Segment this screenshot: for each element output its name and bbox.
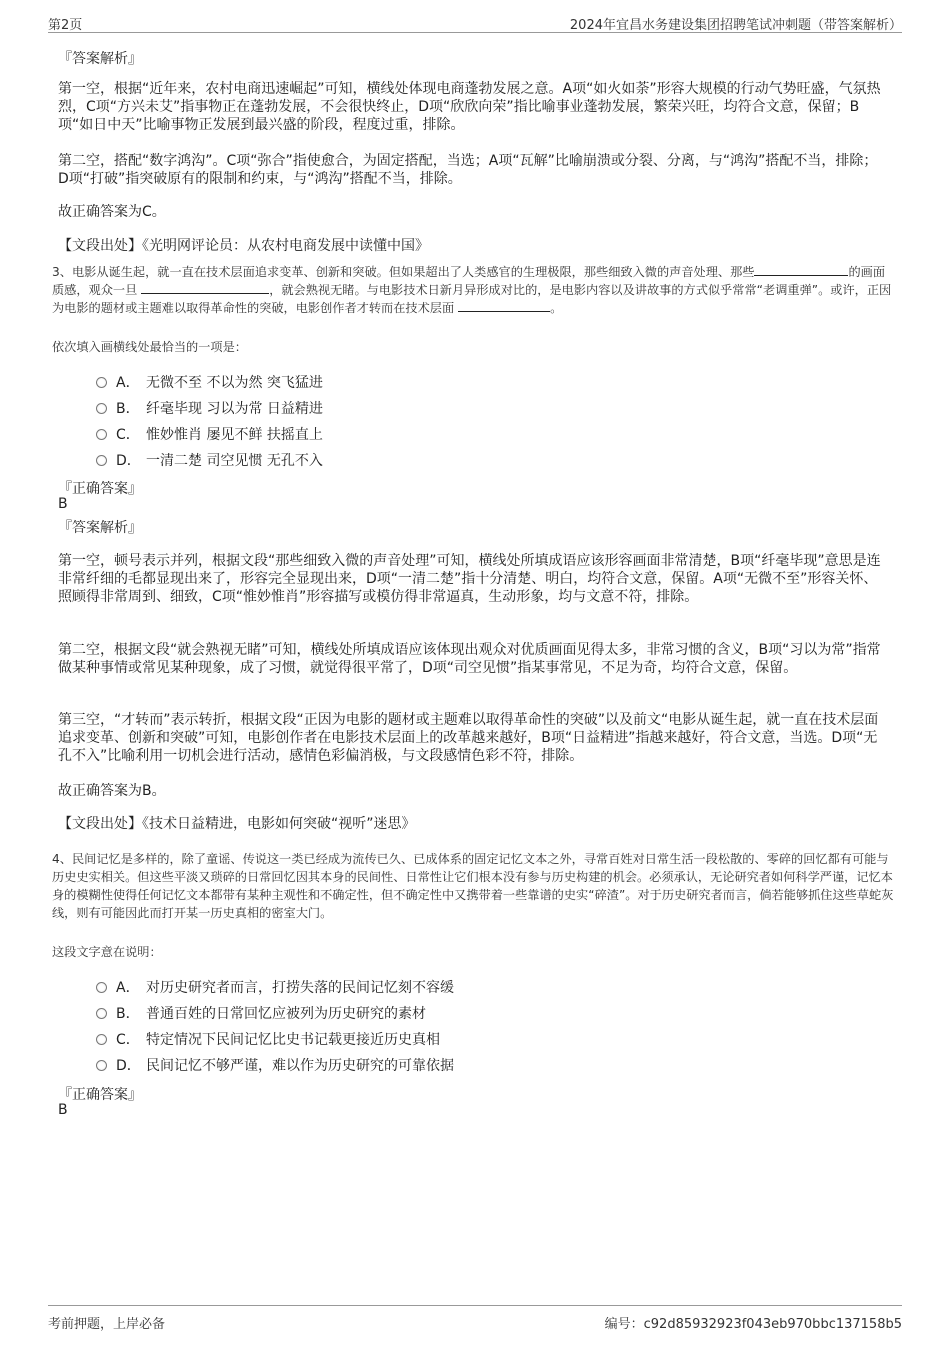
- option-letter: A．: [116, 980, 140, 996]
- q3-stem-part-3: ，就会熟视无睹。与电影技术日新月异形成对比的，是电影内容以及讲故事的方式似乎常常“老调重弹”。或许，正因为电影的题材或主题难以取得革命性的突破，电影创作者才转而在技术层面: [52, 283, 892, 315]
- blank-2: [141, 281, 269, 294]
- q3-conclusion: 故正确答案为B。: [58, 783, 166, 799]
- q3-stem: [52, 263, 897, 317]
- radio-button[interactable]: [96, 429, 107, 440]
- prev-conclusion: 故正确答案为C。: [58, 204, 166, 220]
- q4-option-d[interactable]: [96, 1055, 454, 1075]
- document-title: 2024年宜昌水务建设集团招聘笔试冲刺题（带答案解析）: [569, 18, 902, 33]
- option-text: 纤毫毕现 习以为常 日益精进: [146, 401, 323, 417]
- page-header: [48, 12, 902, 33]
- prev-source: 【文段出处】《光明网评论员：从农村电商发展中读懂中国》: [58, 238, 429, 254]
- q3-source: 【文段出处】《技术日益精进，电影如何突破“视听”迷思》: [58, 816, 416, 832]
- option-letter: D．: [116, 453, 141, 469]
- q4-option-c[interactable]: [96, 1029, 440, 1049]
- option-text: 惟妙惟肖 屡见不鲜 扶摇直上: [146, 427, 323, 443]
- blank-1: [754, 263, 848, 276]
- q3-option-a[interactable]: [96, 372, 323, 392]
- option-text: 民间记忆不够严谨，难以作为历史研究的可靠依据: [146, 1058, 454, 1074]
- q4-answer-label: 『正确答案』: [58, 1087, 142, 1103]
- option-text: 特定情况下民间记忆比史书记载更接近历史真相: [146, 1032, 440, 1048]
- radio-button[interactable]: [96, 982, 107, 993]
- prev-analysis-label: 『答案解析』: [58, 51, 142, 67]
- q3-prompt: 依次填入画横线处最恰当的一项是：: [52, 340, 247, 354]
- option-text: 一清二楚 司空见惯 无孔不入: [146, 453, 323, 469]
- document-code: 编号：c92d85932923f043eb970bbc137158b5: [604, 1317, 902, 1332]
- q3-option-c[interactable]: [96, 424, 323, 444]
- option-text: 普通百姓的日常回忆应被列为历史研究的素材: [146, 1006, 426, 1022]
- blank-3: [458, 299, 550, 312]
- q3-answer-label: 『正确答案』: [58, 481, 142, 497]
- option-text: 无微不至 不以为然 突飞猛进: [146, 375, 323, 391]
- radio-button[interactable]: [96, 377, 107, 388]
- prev-analysis-paragraph-2: 第二空，搭配“数字鸿沟”。C项“弥合”指使愈合，为固定搭配，当选；A项“瓦解”比喻崩溃或分裂、分离，与“鸿沟”搭配不当，排除；D项“打破”指突破原有的限制和约束，与“鸿沟”搭配不当，排除。: [58, 153, 878, 187]
- q4-prompt: 这段文字意在说明：: [52, 945, 162, 959]
- q3-option-d[interactable]: [96, 450, 323, 470]
- q3-answer: B: [58, 496, 68, 512]
- radio-button[interactable]: [96, 1008, 107, 1019]
- q3-stem-part-2: 的画面质感，观众一旦: [52, 265, 886, 297]
- q3-option-b[interactable]: [96, 398, 323, 418]
- q3-stem-part-1: 3、电影从诞生起，就一直在技术层面追求变革、创新和突破。但如果超出了人类感官的生理极限，那些细致入微的声音处理、那些: [52, 265, 755, 279]
- q3-analysis-paragraph-2: 第二空，根据文段“就会熟视无睹”可知，横线处所填成语应该体现出观众对优质画面见得太多，非常习惯的含义，B项“习以为常”指常做某种事情或常见某种现象，成了习惯，就觉得很平常了，D项“司空见惯”指某事常见，不足为奇，均符合文意，保留。: [58, 642, 881, 676]
- option-letter: D．: [116, 1058, 141, 1074]
- option-letter: B．: [116, 401, 140, 417]
- q3-analysis-paragraph-1: 第一空，顿号表示并列，根据文段“那些细致入微的声音处理”可知，横线处所填成语应该形容画面非常清楚，B项“纤毫毕现”意思是连非常纤细的毛都显现出来了，形容完全显现出来，D项“一清二楚”指十分清楚、明白，均符合文意，保留。A项“无微不至”形容关怀、照顾得非常周到、细致，C项“惟妙惟肖”形容描写或模仿得非常逼真，生动形象，均与文意不符，排除。: [58, 553, 881, 605]
- option-letter: C．: [116, 1032, 140, 1048]
- radio-button[interactable]: [96, 1060, 107, 1071]
- q4-option-a[interactable]: [96, 977, 454, 997]
- radio-button[interactable]: [96, 455, 107, 466]
- page-footer: [48, 1305, 902, 1332]
- page-number: 第2页: [48, 18, 83, 33]
- q4-stem: 4、民间记忆是多样的，除了童谣、传说这一类已经成为流传已久、已成体系的固定记忆文本之外，寻常百姓对日常生活一段松散的、零碎的回忆都有可能与历史史实相关。但这些平淡又琐碎的日常回忆因其本身的民间性、日常性让它们根本没有参与历史构建的机会。必须承认，无论研究者如何科学严谨，记忆本身的模糊性使得任何记忆文本都带有某种主观性和不确定性，但不确定性中又携带着一些靠谱的史实“碎渣”。对于历史研究者而言，倘若能够抓住这些草蛇灰线，则有可能因此而打开某一历史真相的密室大门。: [52, 852, 894, 920]
- q3-analysis-label: 『答案解析』: [58, 520, 142, 536]
- option-letter: B．: [116, 1006, 140, 1022]
- radio-button[interactable]: [96, 1034, 107, 1045]
- q4-answer: B: [58, 1102, 68, 1118]
- footer-slogan: 考前押题，上岸必备: [48, 1317, 166, 1332]
- q4-option-b[interactable]: [96, 1003, 426, 1023]
- option-letter: C．: [116, 427, 140, 443]
- radio-button[interactable]: [96, 403, 107, 414]
- q3-stem-part-4: 。: [550, 301, 563, 315]
- prev-analysis-paragraph-1: 第一空，根据“近年来，农村电商迅速崛起”可知，横线处体现电商蓬勃发展之意。A项“如火如荼”形容大规模的行动气势旺盛，气氛热烈，C项“方兴未艾”指事物正在蓬勃发展，不会很快终止，D项“欣欣向荣”指比喻事业蓬勃发展，繁荣兴旺，均符合文意，保留；B项“如日中天”比喻事物正发展到最兴盛的阶段，程度过重，排除。: [58, 81, 881, 133]
- option-text: 对历史研究者而言，打捞失落的民间记忆刻不容缓: [146, 980, 454, 996]
- option-letter: A．: [116, 375, 140, 391]
- q3-analysis-paragraph-3: 第三空，“才转而”表示转折，根据文段“正因为电影的题材或主题难以取得革命性的突破”以及前文“电影从诞生起，就一直在技术层面追求变革、创新和突破”可知，电影创作者在电影技术层面上的改革越来越好，B项“日益精进”指越来越好，符合文意，当选。D项“无孔不入”比喻利用一切机会进行活动，感情色彩偏消极，与文段感情色彩不符，排除。: [58, 712, 879, 764]
